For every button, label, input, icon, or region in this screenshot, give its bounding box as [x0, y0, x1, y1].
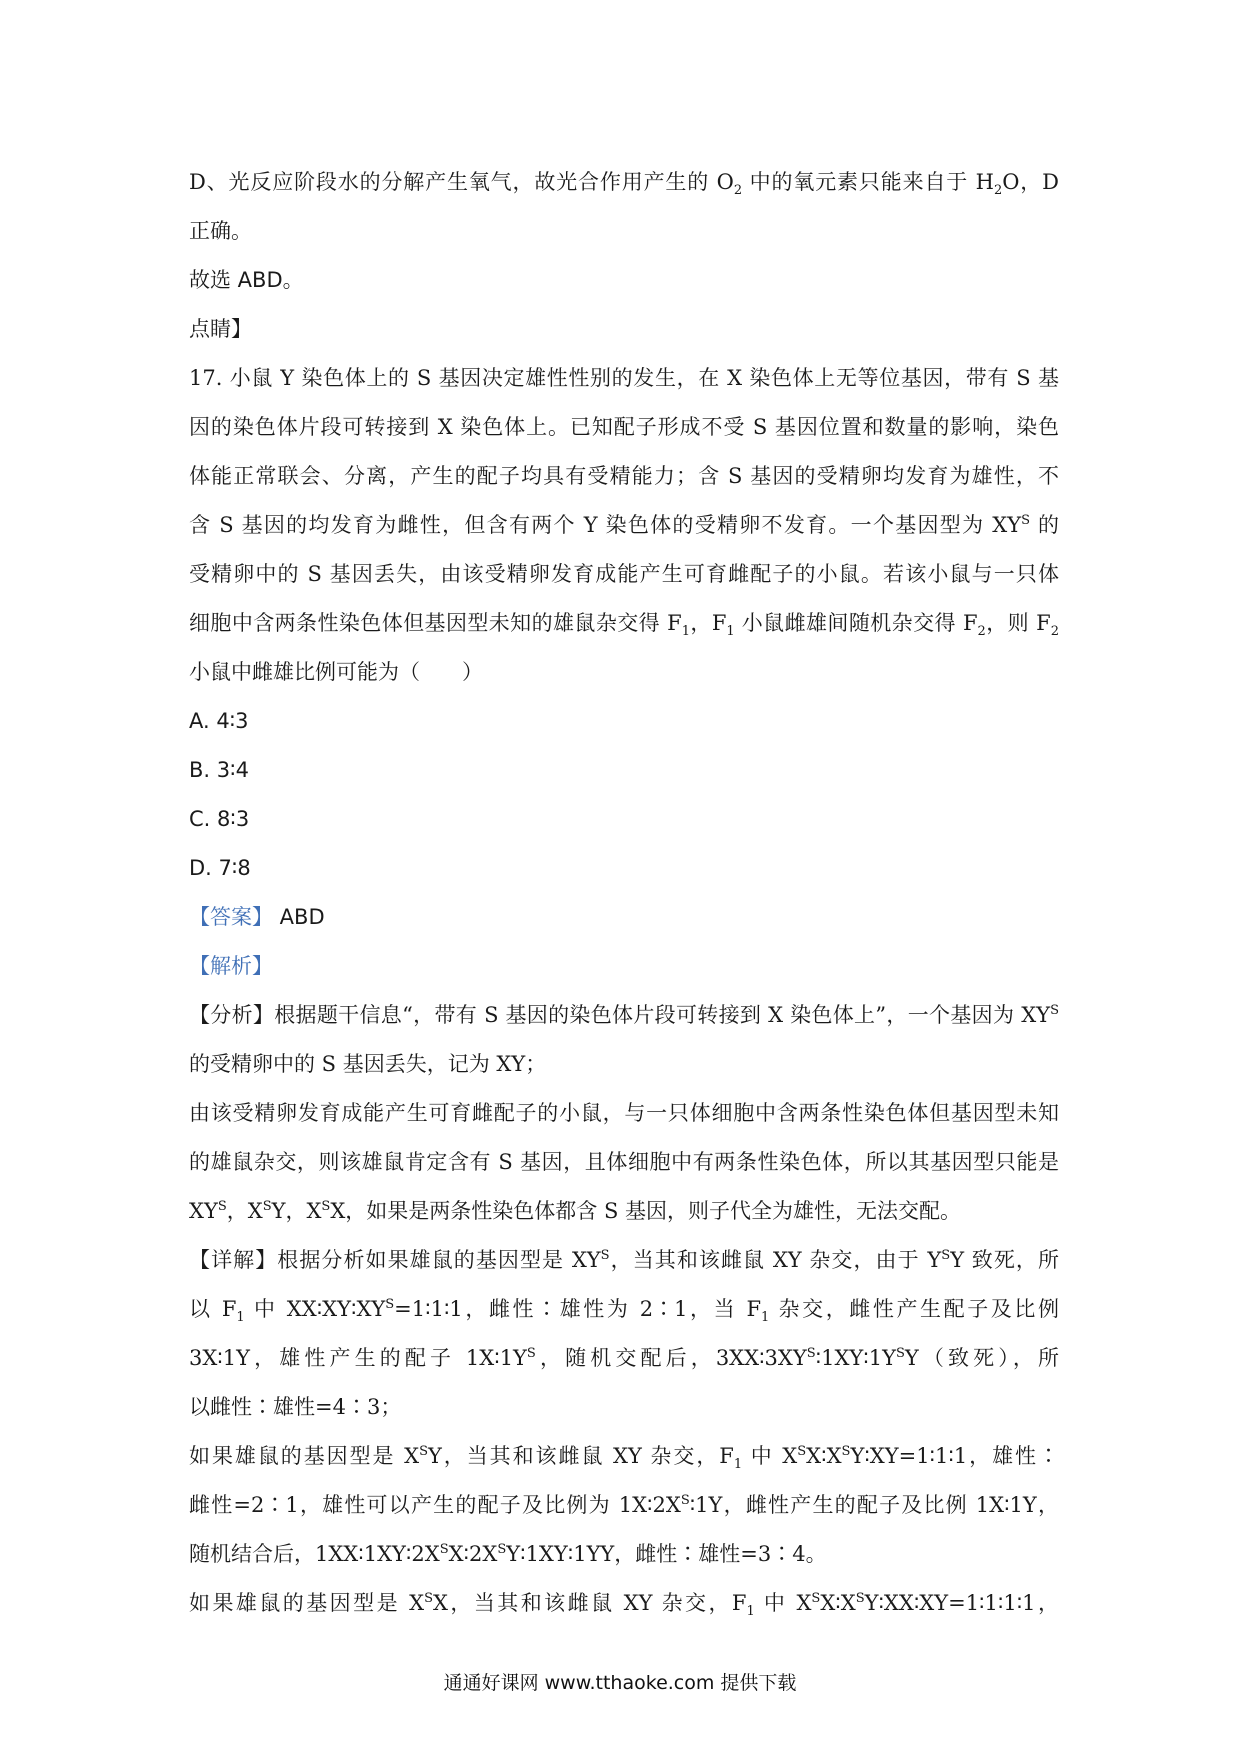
option-c: C. 8∶3	[189, 807, 250, 831]
answer-line	[189, 893, 1059, 942]
detail-line-8: 如果雄鼠的基因型是 $X^SX$，当其和该雌鼠 XY 杂交，$F_1$ 中 $X^SX∶X^SY∶XX∶XY=1∶1∶1∶1$，	[189, 1591, 1059, 1620]
option-d-explanation-line-2: 正确。	[189, 219, 252, 243]
answer-label: 【答案】	[189, 905, 273, 929]
option-d: D. 7∶8	[189, 856, 251, 880]
question-17-line-2: 因的染色体片段可转接到 X 染色体上。已知配子形成不受 S 基因位置和数量的影响，染色	[189, 415, 1059, 439]
question-17-line-5: 受精卵中的 S 基因丢失，由该受精卵发育成能产生可育雌配子的小鼠。若该小鼠与一只体	[189, 562, 1059, 586]
analysis-line-4: 的雄鼠杂交，则该雄鼠肯定含有 S 基因，且体细胞中有两条性染色体，所以其基因型只能是	[189, 1150, 1059, 1174]
jiexi-heading: 【解析】	[189, 954, 273, 978]
detail-line-1: 【详解】根据分析如果雄鼠的基因型是 $XY^S$，当其和该雌鼠 XY 杂交，由于 $Y^SY$ 致死，所	[189, 1248, 1059, 1272]
detail-line-3: 3X∶1Y，雄性产生的配子 $1X∶1Y^S$，随机交配后，$3XX∶3XY^S∶1XY∶1Y^SY$（致死），所	[189, 1346, 1059, 1370]
document-page	[189, 158, 1059, 1628]
detail-line-7: 随机结合后，$1XX∶1XY∶2X^SX∶2X^SY∶1XY∶1YY$，雌性∶雄性=3∶4。	[189, 1542, 827, 1566]
answer-value: ABD	[273, 905, 325, 929]
detail-line-6: 雌性=2∶1，雄性可以产生的配子及比例为 $1X∶2X^S∶1Y$，雌性产生的配子及比例 1X∶1Y，	[189, 1493, 1059, 1517]
analysis-line-1: 【分析】根据题干信息“，带有 S 基因的染色体片段可转接到 X 染色体上”，一个基因为 $XY^S$	[189, 1003, 1059, 1027]
question-17-line-1: 17. 小鼠 Y 染色体上的 S 基因决定雄性性别的发生，在 X 染色体上无等位基因，带有 S 基	[189, 366, 1059, 390]
option-d-explanation-line-1: D、光反应阶段水的分解产生氧气，故光合作用产生的 $O_2$ 中的氧元素只能来自于 $H_2O$，D	[189, 170, 1059, 199]
page-footer: 通通好课网 www.tthaoke.com 提供下载	[443, 1672, 797, 1694]
analysis-line-2: 的受精卵中的 S 基因丢失，记为 XY；	[189, 1052, 547, 1076]
analysis-line-5: $XY^S$，$X^SY$，$X^SX$，如果是两条性染色体都含 S 基因，则子代全为雄性，无法交配。	[189, 1199, 962, 1223]
question-17-line-3: 体能正常联会、分离，产生的配子均具有受精能力；含 S 基因的受精卵均发育为雄性，不	[189, 464, 1059, 488]
analysis-line-3: 由该受精卵发育成能产生可育雌配子的小鼠，与一只体细胞中含两条性染色体但基因型未知	[189, 1101, 1059, 1125]
question-17-line-7: 小鼠中雌雄比例可能为（ ）	[189, 660, 483, 684]
dianjing-heading: 点睛】	[189, 317, 252, 341]
question-17-line-6: 细胞中含两条性染色体但基因型未知的雄鼠杂交得 $F_1$，$F_1$ 小鼠雌雄间随机杂交得 $F_2$，则 $F_2$	[189, 611, 1060, 640]
choice-statement: 故选 ABD。	[189, 268, 304, 292]
option-b: B. 3∶4	[189, 758, 249, 782]
detail-line-2: 以 $F_1$ 中 $XX∶XY∶XY^S=1∶1∶1$，雌性∶雄性为 2∶1，当 $F_1$ 杂交，雌性产生配子及比例	[189, 1297, 1059, 1326]
detail-line-5: 如果雄鼠的基因型是 $X^SY$，当其和该雌鼠 XY 杂交，$F_1$ 中 $X^SX∶X^SY∶XY=1∶1∶1$，雄性∶	[189, 1444, 1059, 1473]
question-17-line-4: 含 S 基因的均发育为雌性，但含有两个 Y 染色体的受精卵不发育。一个基因型为 $XY^S$ 的	[189, 513, 1059, 537]
option-a: A. 4∶3	[189, 709, 249, 733]
detail-line-4: 以雌性∶雄性=4∶3；	[189, 1395, 402, 1419]
